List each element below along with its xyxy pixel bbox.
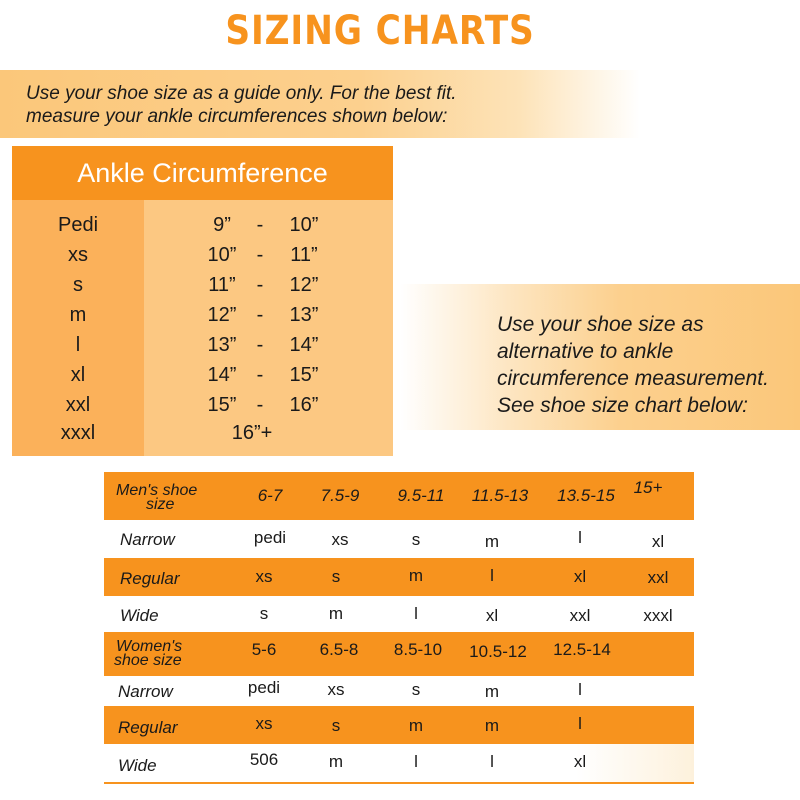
womens-label-line-2: shoe size <box>114 652 182 669</box>
ankle-dash: - <box>256 274 264 296</box>
ankle-from: 14” <box>207 364 237 386</box>
row-label: Narrow <box>120 530 175 549</box>
table-cell: xl <box>485 606 499 625</box>
row-label: Narrow <box>118 682 173 701</box>
ankle-row <box>12 418 393 448</box>
table-cell: pedi <box>253 528 287 547</box>
intro-text <box>26 82 586 128</box>
ankle-row <box>12 390 393 420</box>
womens-size: 12.5-14 <box>553 640 611 659</box>
ankle-to: 14” <box>289 334 319 356</box>
ankle-row <box>12 240 393 270</box>
mens-header-label <box>116 484 197 512</box>
ankle-row <box>12 360 393 390</box>
mens-wide-row <box>104 596 694 632</box>
mens-size: 11.5-13 <box>471 486 529 505</box>
ankle-dash: - <box>256 364 264 386</box>
intro-line-1: Use your shoe size as a guide only. For the best fit. <box>26 83 457 104</box>
table-cell: l <box>414 604 418 623</box>
womens-wide-row <box>104 744 694 782</box>
table-cell: l <box>578 714 582 733</box>
page-title: SIZING CHARTS <box>225 8 535 54</box>
table-cell: m <box>484 682 500 701</box>
table-cell: xxl <box>569 606 591 625</box>
mens-size: 7.5-9 <box>320 486 360 505</box>
mens-regular-row <box>104 558 694 596</box>
ankle-size: l <box>75 334 81 356</box>
table-cell: s <box>331 716 341 735</box>
ankle-row <box>12 300 393 330</box>
ankle-header <box>12 146 393 200</box>
mens-size: 15+ <box>633 478 663 497</box>
womens-size: 6.5-8 <box>319 640 359 659</box>
table-cell: xs <box>255 714 273 733</box>
alt-line-1: Use your shoe size as <box>497 313 704 336</box>
ankle-to: 11” <box>290 244 318 266</box>
table-cell: xl <box>573 752 587 771</box>
table-cell: m <box>408 716 424 735</box>
ankle-row <box>12 210 393 240</box>
ankle-size: xl <box>70 364 86 386</box>
womens-label-line-1: Women's <box>116 638 183 655</box>
alt-line-3: circumference measurement. <box>497 367 769 390</box>
row-label: Regular <box>120 569 180 588</box>
mens-narrow-row <box>104 520 694 558</box>
table-cell: xs <box>331 530 349 549</box>
ankle-dash: - <box>256 214 264 236</box>
womens-regular-row <box>104 706 694 744</box>
alt-line-2: alternative to ankle <box>497 340 674 363</box>
ankle-from: 15” <box>207 394 237 416</box>
ankle-size: s <box>73 274 83 296</box>
womens-size: 10.5-12 <box>469 642 527 661</box>
mens-header-row <box>104 472 694 520</box>
table-cell: l <box>578 528 582 547</box>
table-cell: s <box>259 604 269 623</box>
ankle-range: 16”+ <box>231 422 273 444</box>
table-cell: m <box>408 566 424 585</box>
row-label: Wide <box>118 756 157 775</box>
table-cell: s <box>331 567 341 586</box>
table-cell: m <box>328 604 344 623</box>
ankle-row <box>12 330 393 360</box>
ankle-to: 10” <box>289 214 319 236</box>
ankle-row <box>12 270 393 300</box>
ankle-circumference-table <box>12 146 393 456</box>
table-cell: m <box>328 752 344 771</box>
table-cell: pedi <box>247 678 281 697</box>
ankle-from: 12” <box>207 304 237 326</box>
table-cell: m <box>484 716 500 735</box>
shoe-size-chart <box>104 472 694 784</box>
table-cell: s <box>411 680 421 699</box>
mens-label-line-1: Men's shoe <box>116 482 198 499</box>
ankle-size: Pedi <box>57 214 99 236</box>
table-cell: xl <box>573 567 587 586</box>
table-cell: l <box>490 752 494 771</box>
ankle-size: xxxl <box>60 422 96 444</box>
mens-label-line-2: size <box>146 496 175 513</box>
alt-line-4: See shoe size chart below: <box>497 394 748 417</box>
womens-header-label <box>114 640 182 668</box>
ankle-to: 15” <box>289 364 319 386</box>
womens-size: 8.5-10 <box>393 640 443 659</box>
ankle-dash: - <box>256 244 264 266</box>
ankle-from: 10” <box>207 244 237 266</box>
ankle-to: 12” <box>289 274 319 296</box>
table-cell: l <box>490 566 494 585</box>
table-cell: xs <box>327 680 345 699</box>
row-label: Wide <box>120 606 159 625</box>
womens-header-row <box>104 632 694 676</box>
table-cell: xxl <box>647 568 669 587</box>
table-cell: xl <box>651 532 665 551</box>
alternative-text <box>497 311 797 419</box>
chart-bottom-rule <box>104 782 694 784</box>
ankle-size: xxl <box>65 394 91 416</box>
intro-line-2: measure your ankle circumferences shown below: <box>26 106 448 127</box>
table-cell: 506 <box>249 750 279 769</box>
ankle-from: 13” <box>207 334 237 356</box>
ankle-to: 16” <box>289 394 319 416</box>
ankle-from: 9” <box>213 214 231 236</box>
table-cell: m <box>484 532 500 551</box>
mens-size: 6-7 <box>257 486 283 505</box>
ankle-dash: - <box>256 304 264 326</box>
row-label: Regular <box>118 718 178 737</box>
ankle-dash: - <box>256 334 264 356</box>
mens-size: 13.5-15 <box>557 486 615 505</box>
ankle-to: 13” <box>289 304 319 326</box>
ankle-header-label: Ankle Circumference <box>77 158 328 188</box>
mens-size: 9.5-11 <box>397 486 445 505</box>
ankle-size: xs <box>68 244 88 266</box>
ankle-dash: - <box>256 394 264 416</box>
ankle-from: 11” <box>208 274 236 296</box>
table-cell: l <box>578 680 582 699</box>
table-cell: xxxl <box>643 606 673 625</box>
table-cell: l <box>414 752 418 771</box>
womens-size: 5-6 <box>251 640 277 659</box>
ankle-size: m <box>69 304 87 326</box>
table-cell: s <box>411 530 421 549</box>
table-cell: xs <box>255 567 273 586</box>
